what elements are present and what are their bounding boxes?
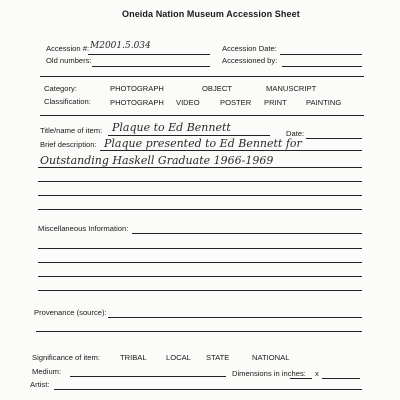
provenance-label: Provenance (source): bbox=[34, 308, 107, 317]
accession-date-label: Accession Date: bbox=[222, 44, 277, 53]
accessioned-by-line bbox=[282, 66, 362, 67]
significance-option-local: LOCAL bbox=[166, 353, 191, 362]
category-option-photograph: PHOTOGRAPH bbox=[110, 84, 164, 93]
brief-description-rule-5 bbox=[38, 209, 362, 210]
significance-option-national: NATIONAL bbox=[252, 353, 290, 362]
date-label: Date: bbox=[286, 129, 305, 138]
artist-label: Artist: bbox=[30, 380, 50, 389]
misc-info-rule-5 bbox=[38, 290, 362, 291]
sheet-title: Oneida Nation Museum Accession Sheet bbox=[122, 9, 300, 19]
provenance-rule-1 bbox=[108, 317, 362, 318]
accession-number-value: M2001.5.034 bbox=[90, 41, 151, 51]
category-label: Category: bbox=[44, 84, 77, 93]
medium-line bbox=[70, 376, 226, 377]
artist-line bbox=[54, 389, 362, 390]
title-line bbox=[108, 135, 270, 136]
brief-description-line1: Plaque presented to Ed Bennett for bbox=[104, 137, 302, 150]
brief-description-rule-3 bbox=[38, 181, 362, 182]
title-label: Title/name of item: bbox=[40, 126, 103, 135]
classification-option-photograph: PHOTOGRAPH bbox=[110, 98, 164, 107]
category-option-object: OBJECT bbox=[202, 84, 232, 93]
accession-number-line bbox=[88, 54, 210, 55]
classification-rule bbox=[40, 115, 364, 116]
dimensions-separator: x bbox=[315, 369, 319, 378]
accessioned-by-label: Accessioned by: bbox=[222, 56, 278, 65]
misc-info-rule-1 bbox=[132, 233, 362, 234]
brief-description-rule-4 bbox=[38, 195, 362, 196]
old-numbers-label: Old numbers: bbox=[46, 56, 92, 65]
date-line bbox=[306, 138, 362, 139]
classification-option-poster: POSTER bbox=[220, 98, 252, 107]
misc-info-label: Miscellaneous Information: bbox=[38, 224, 129, 233]
significance-option-tribal: TRIBAL bbox=[120, 353, 147, 362]
dimensions-label: Dimensions in inches: bbox=[232, 369, 306, 378]
accession-date-line bbox=[280, 54, 362, 55]
classification-label: Classification: bbox=[44, 97, 91, 106]
misc-info-rule-2 bbox=[38, 248, 362, 249]
classification-option-print: PRINT bbox=[264, 98, 287, 107]
misc-info-rule-4 bbox=[38, 276, 362, 277]
dimensions-line-1 bbox=[290, 378, 312, 379]
old-numbers-line bbox=[92, 66, 210, 67]
classification-option-video: VIDEO bbox=[176, 98, 200, 107]
significance-label: Significance of item: bbox=[32, 353, 100, 362]
significance-option-state: STATE bbox=[206, 353, 230, 362]
category-option-manuscript: MANUSCRIPT bbox=[266, 84, 317, 93]
medium-label: Medium: bbox=[32, 367, 62, 376]
classification-option-painting: PAINTING bbox=[306, 98, 342, 107]
misc-info-rule-3 bbox=[38, 262, 362, 263]
brief-description-label: Brief description: bbox=[40, 140, 97, 149]
dimensions-line-2 bbox=[322, 378, 360, 379]
accession-number-label: Accession #: bbox=[46, 44, 90, 53]
title-value: Plaque to Ed Bennett bbox=[112, 121, 231, 134]
brief-description-rule-1 bbox=[100, 150, 362, 151]
header-rule bbox=[40, 76, 364, 77]
brief-description-rule-2 bbox=[38, 167, 362, 168]
brief-description-line2: Outstanding Haskell Graduate 1966-1969 bbox=[40, 154, 274, 167]
provenance-rule-2 bbox=[36, 331, 362, 332]
